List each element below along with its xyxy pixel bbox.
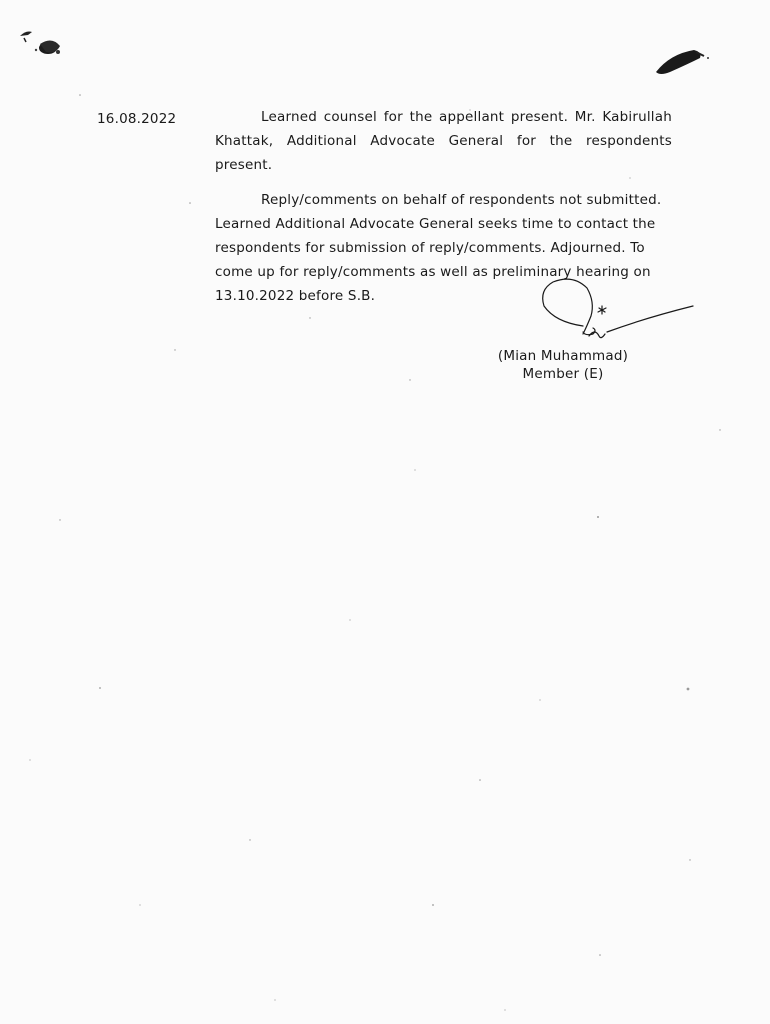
scan-smudge-mark: [12, 22, 72, 67]
order-paragraph-attendance: Learned counsel for the appellant present. Mr. Kabirullah Khattak, Additional Advocate General for the respondents present.: [215, 109, 672, 173]
signatory-block: [490, 347, 636, 383]
order-paragraph-adjournment: Reply/comments on behalf of respondents not submitted. Learned Additional Advocate General seeks time to contact the respondents for submission of reply/comments. Adjourned. To come up for reply/comments as well as preliminary hearing on 13.10.2022 before S.B.: [215, 192, 662, 304]
handwritten-signature: [535, 270, 695, 350]
signatory-name: (Mian Muhammad): [497, 348, 629, 364]
order-date: 16.08.2022: [97, 111, 177, 127]
signatory-designation: Member (E): [522, 366, 604, 382]
scan-smudge-mark: [648, 42, 713, 82]
